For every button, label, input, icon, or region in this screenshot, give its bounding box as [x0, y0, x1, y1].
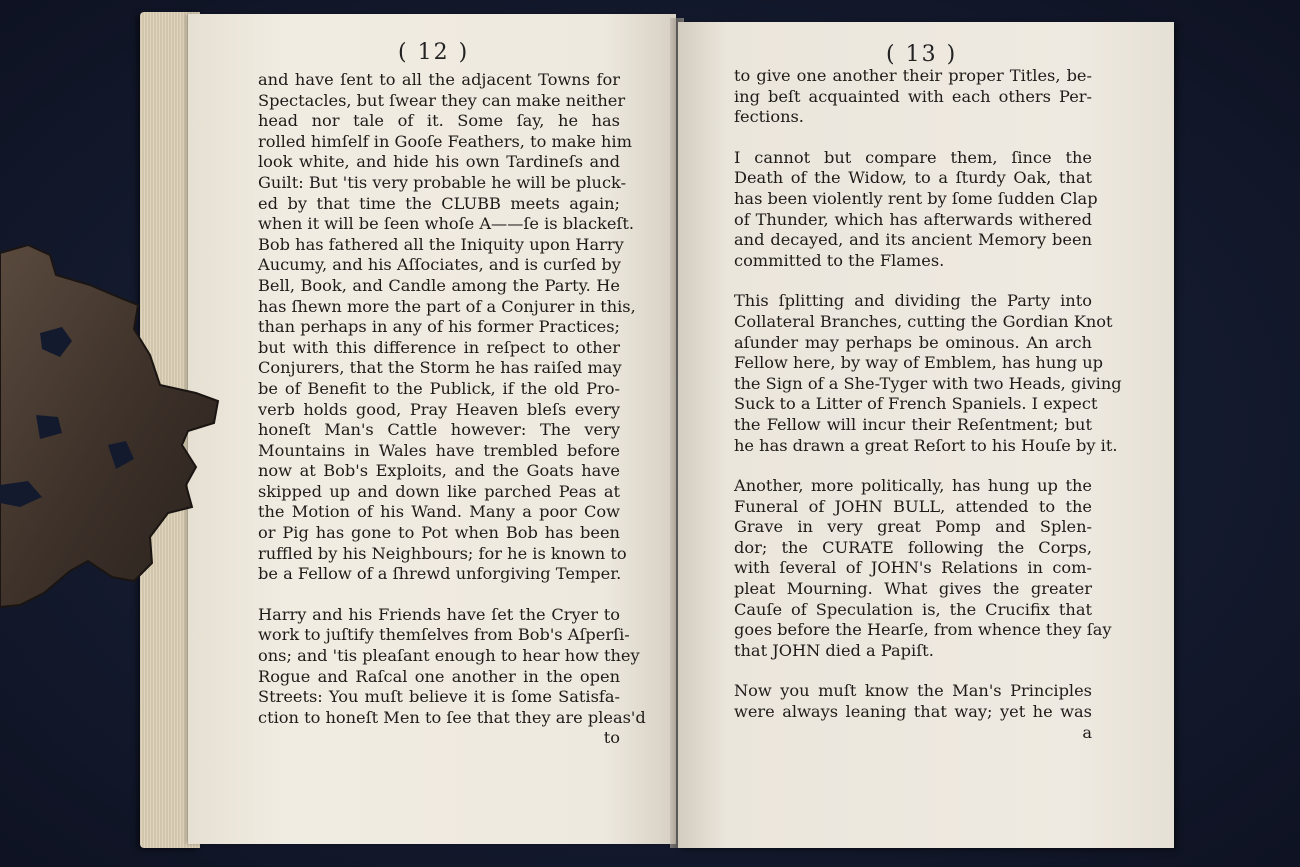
right-page-text: [734, 66, 1122, 743]
text-line: with ſeveral of JOHN's Relations in com-: [734, 558, 1092, 578]
text-line: head nor tale of it. Some ſay, he has: [258, 111, 620, 131]
text-line: the Sign of a She-Tyger with two Heads, giving: [734, 373, 1122, 393]
text-line: committed to the Flames.: [734, 250, 945, 270]
text-line: the Fellow will incur their Reſentment; but: [734, 414, 1092, 434]
text-line: and decayed, and its ancient Memory been: [734, 230, 1092, 250]
text-line: ction to honeſt Men to ſee that they are pleas'd: [258, 707, 646, 727]
text-line: work to juſtify themſelves from Bob's Aſperſi-: [258, 625, 630, 645]
text-line: goes before the Hearſe, from whence they ſay: [734, 620, 1112, 640]
text-line: rolled himſelf in Gooſe Feathers, to make him: [258, 131, 632, 151]
text-line: Conjurers, that the Storm he has raiſed may: [258, 358, 622, 378]
text-line: of Thunder, which has afterwards withered: [734, 209, 1092, 229]
text-line: ing beſt acquainted with each others Per-: [734, 86, 1092, 106]
text-line: verb holds good, Pray Heaven bleſs every: [258, 399, 620, 419]
text-line: Cauſe of Speculation is, the Crucifix that: [734, 599, 1092, 619]
text-line: Spectacles, but ſwear they can make neither: [258, 90, 626, 110]
text-line: and have ſent to all the adjacent Towns for: [258, 70, 620, 89]
text-line: Now you muſt know the Man's Principles: [734, 681, 1092, 701]
text-line: Collateral Branches, cutting the Gordian Knot: [734, 311, 1113, 331]
text-line: ons; and 'tis pleaſant enough to hear how they: [258, 646, 640, 666]
text-line: Suck to a Litter of French Spaniels. I expect: [734, 394, 1098, 414]
text-line: Rogue and Raſcal one another in the open: [258, 666, 620, 686]
right-page: [678, 22, 1174, 848]
text-line: Bell, Book, and Candle among the Party. He: [258, 275, 620, 295]
left-page-text: [258, 70, 646, 749]
text-line: were always leaning that way; yet he was: [734, 702, 1092, 722]
text-line: Funeral of JOHN BULL, attended to the: [734, 496, 1092, 516]
text-line: pleat Mourning. What gives the greater: [734, 579, 1092, 599]
text-line: Fellow here, by way of Emblem, has hung up: [734, 353, 1103, 373]
text-line: Another, more politically, has hung up the: [734, 476, 1092, 496]
text-line: This ſplitting and dividing the Party into: [734, 291, 1092, 311]
text-line: the Motion of his Wand. Many a poor Cow: [258, 502, 620, 522]
text-line: Harry and his Friends have ſet the Cryer to: [258, 604, 620, 624]
text-line: aſunder may perhaps be ominous. An arch: [734, 332, 1092, 352]
page-number-left: ( 12 ): [398, 40, 470, 65]
text-line: to give one another their proper Titles, be-: [734, 66, 1092, 85]
text-line: ed by that time the CLUBB meets again;: [258, 193, 620, 213]
text-line: be of Benefit to the Publick, if the old Pro-: [258, 378, 620, 398]
text-line: Death of the Widow, to a ſturdy Oak, that: [734, 168, 1092, 188]
text-line: Streets: You muſt believe it is ſome Satisfa-: [258, 687, 620, 707]
text-line: Guilt: But 'tis very probable he will be pluck-: [258, 172, 627, 192]
text-line: has been violently rent by ſome ſudden Clap: [734, 188, 1098, 208]
text-line: than perhaps in any of his former Practices;: [258, 317, 620, 337]
text-line: ruffled by his Neighbours; for he is known to: [258, 543, 627, 563]
left-page: [188, 14, 676, 844]
text-line: honeſt Man's Cattle however: The very: [258, 420, 620, 440]
text-line: Bob has fathered all the Iniquity upon Harry: [258, 234, 624, 254]
page-number-right: ( 13 ): [886, 42, 958, 67]
text-line: he has drawn a great Reſort to his Houſe by it.: [734, 435, 1118, 455]
catchword-right: a: [1082, 722, 1092, 742]
text-line: but with this difference in reſpect to other: [258, 337, 620, 357]
text-line: has ſhewn more the part of a Conjurer in this,: [258, 296, 636, 316]
text-line: Mountains in Wales have trembled before: [258, 440, 620, 460]
catchword-left: to: [603, 728, 620, 748]
open-book: [140, 8, 1190, 856]
text-line: Grave in very great Pomp and Splen-: [734, 517, 1092, 537]
metal-page-clip: [0, 245, 220, 615]
text-line: look white, and hide his own Tardineſs and: [258, 152, 620, 172]
text-line: or Pig has gone to Pot when Bob has been: [258, 523, 620, 543]
text-line: dor; the CURATE following the Corps,: [734, 537, 1092, 557]
text-line: that JOHN died a Papiſt.: [734, 640, 934, 660]
text-line: Aucumy, and his Aſſociates, and is curſed by: [258, 255, 621, 275]
text-line: when it will be ſeen whoſe A——ſe is blackeſt.: [258, 214, 635, 234]
text-line: be a Fellow of a ſhrewd unforgiving Temper.: [258, 564, 622, 584]
text-line: I cannot but compare them, ſince the: [734, 147, 1092, 167]
text-line: fections.: [734, 107, 804, 127]
text-line: now at Bob's Exploits, and the Goats have: [258, 461, 620, 481]
text-line: skipped up and down like parched Peas at: [258, 481, 620, 501]
